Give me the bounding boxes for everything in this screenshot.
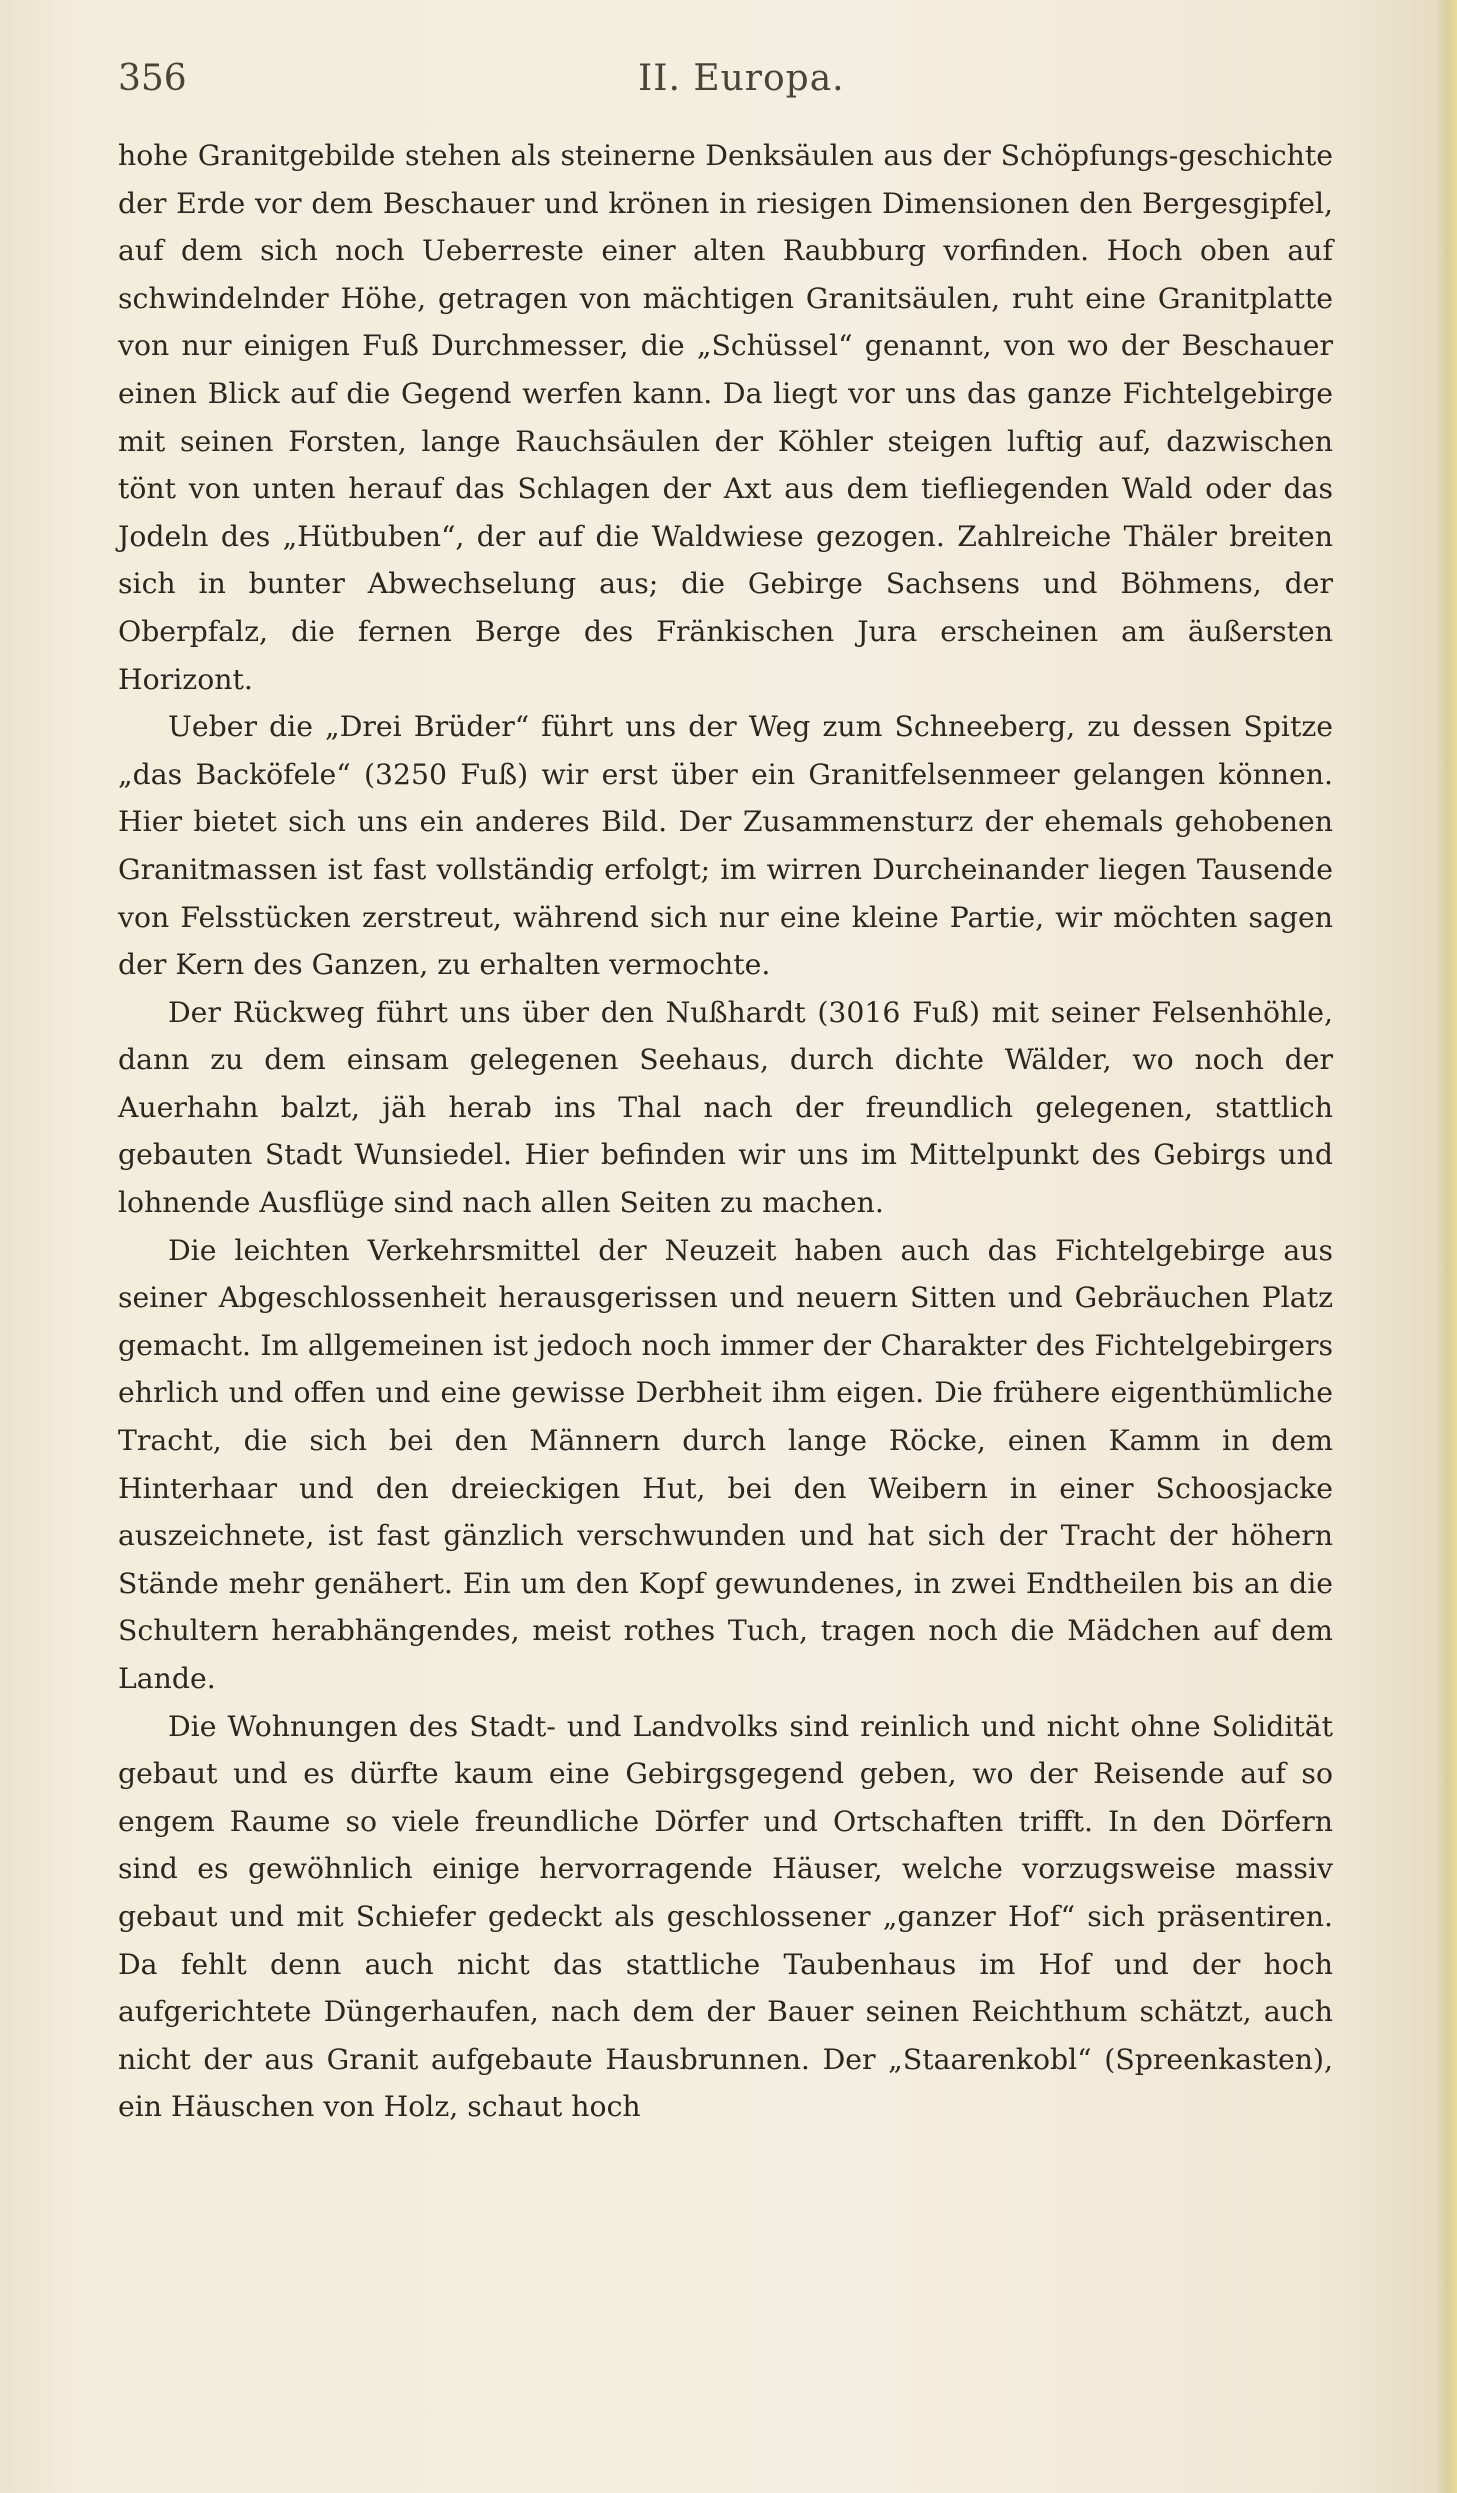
page-number: 356 xyxy=(118,58,187,99)
paragraph-granite-rocks: hohe Granitgebilde stehen als steinerne Denksäulen aus der Schöpfungs-geschichte der Erde vor dem Beschauer und krönen in riesigen Dimensionen den Bergesgipfel, auf dem sich noch Ueberreste einer alten Raubburg vorfinden. Hoch oben auf schwindelnder Höhe, getragen von mächtigen Granitsäulen, ruht eine Granitplatte von nur einigen Fuß Durchmesser, die „Schüssel“ genannt, von wo der Beschauer einen Blick auf die Gegend werfen kann. Da liegt vor uns das ganze Fichtelgebirge mit seinen Forsten, lange Rauchsäulen der Köhler steigen luftig auf, dazwischen tönt von unten herauf das Schlagen der Axt aus dem tiefliegenden Wald oder das Jodeln des „Hütbuben“, der auf die Waldwiese gezogen. Zahlreiche Thäler breiten sich in bunter Abwechselung aus; die Gebirge Sachsens und Böhmens, der Oberpfalz, die fernen Berge des Fränkischen Jura erscheinen am äußersten Horizont. xyxy=(118,139,1333,696)
page-edge-shadow xyxy=(1435,0,1457,2493)
page-header xyxy=(118,58,1338,108)
running-head: II. Europa. xyxy=(638,58,845,99)
paragraph-customs: Die leichten Verkehrsmittel der Neuzeit haben auch das Fichtelgebirge aus seiner Abgeschlossenheit herausgerissen und neuern Sitten und Gebräuchen Platz gemacht. Im allgemeinen ist jedoch noch immer der Charakter des Fichtelgebirgers ehrlich und offen und eine gewisse Derbheit ihm eigen. Die frühere eigenthümliche Tracht, die sich bei den Männern durch lange Röcke, einen Kamm in dem Hinterhaar und den dreieckigen Hut, bei den Weibern in einer Schoosjacke auszeichnete, ist fast gänzlich verschwunden und hat sich der Tracht der höhern Stände mehr genähert. Ein um den Kopf gewundenes, in zwei Endtheilen bis an die Schultern herabhängendes, meist rothes Tuch, tragen noch die Mädchen auf dem Lande. xyxy=(118,1233,1333,1695)
body-text xyxy=(118,132,1333,2131)
paragraph-dwellings: Die Wohnungen des Stadt- und Landvolks sind reinlich und nicht ohne Solidität gebaut und es dürfte kaum eine Gebirgsgegend geben, wo der Reisende auf so engem Raume so viele freundliche Dörfer und Ortschaften trifft. In den Dörfern sind es gewöhnlich einige hervorragende Häuser, welche vorzugsweise massiv gebaut und mit Schiefer gedeckt als geschlossener „ganzer Hof“ sich präsentiren. Da fehlt denn auch nicht das stattliche Taubenhaus im Hof und der hoch aufgerichtete Düngerhaufen, nach dem der Bauer seinen Reichthum schätzt, auch nicht der aus Granit aufgebaute Hausbrunnen. Der „Staarenkobl“ (Spreenkasten), ein Häuschen von Holz, schaut hoch xyxy=(118,1709,1333,2124)
paragraph-schneeberg: Ueber die „Drei Brüder“ führt uns der Weg zum Schneeberg, zu dessen Spitze „das Backöfele“ (3250 Fuß) wir erst über ein Granitfelsenmeer gelangen können. Hier bietet sich uns ein anderes Bild. Der Zusammensturz der ehemals gehobenen Granitmassen ist fast vollständig erfolgt; im wirren Durcheinander liegen Tausende von Felsstücken zerstreut, während sich nur eine kleine Partie, wir möchten sagen der Kern des Ganzen, zu erhalten vermochte. xyxy=(118,710,1333,982)
paragraph-return-path: Der Rückweg führt uns über den Nußhardt (3016 Fuß) mit seiner Felsenhöhle, dann zu dem einsam gelegenen Seehaus, durch dichte Wälder, wo noch der Auerhahn balzt, jäh herab ins Thal nach der freundlich gelegenen, stattlich gebauten Stadt Wunsiedel. Hier befinden wir uns im Mittelpunkt des Gebirgs und lohnende Ausflüge sind nach allen Seiten zu machen. xyxy=(118,995,1333,1220)
